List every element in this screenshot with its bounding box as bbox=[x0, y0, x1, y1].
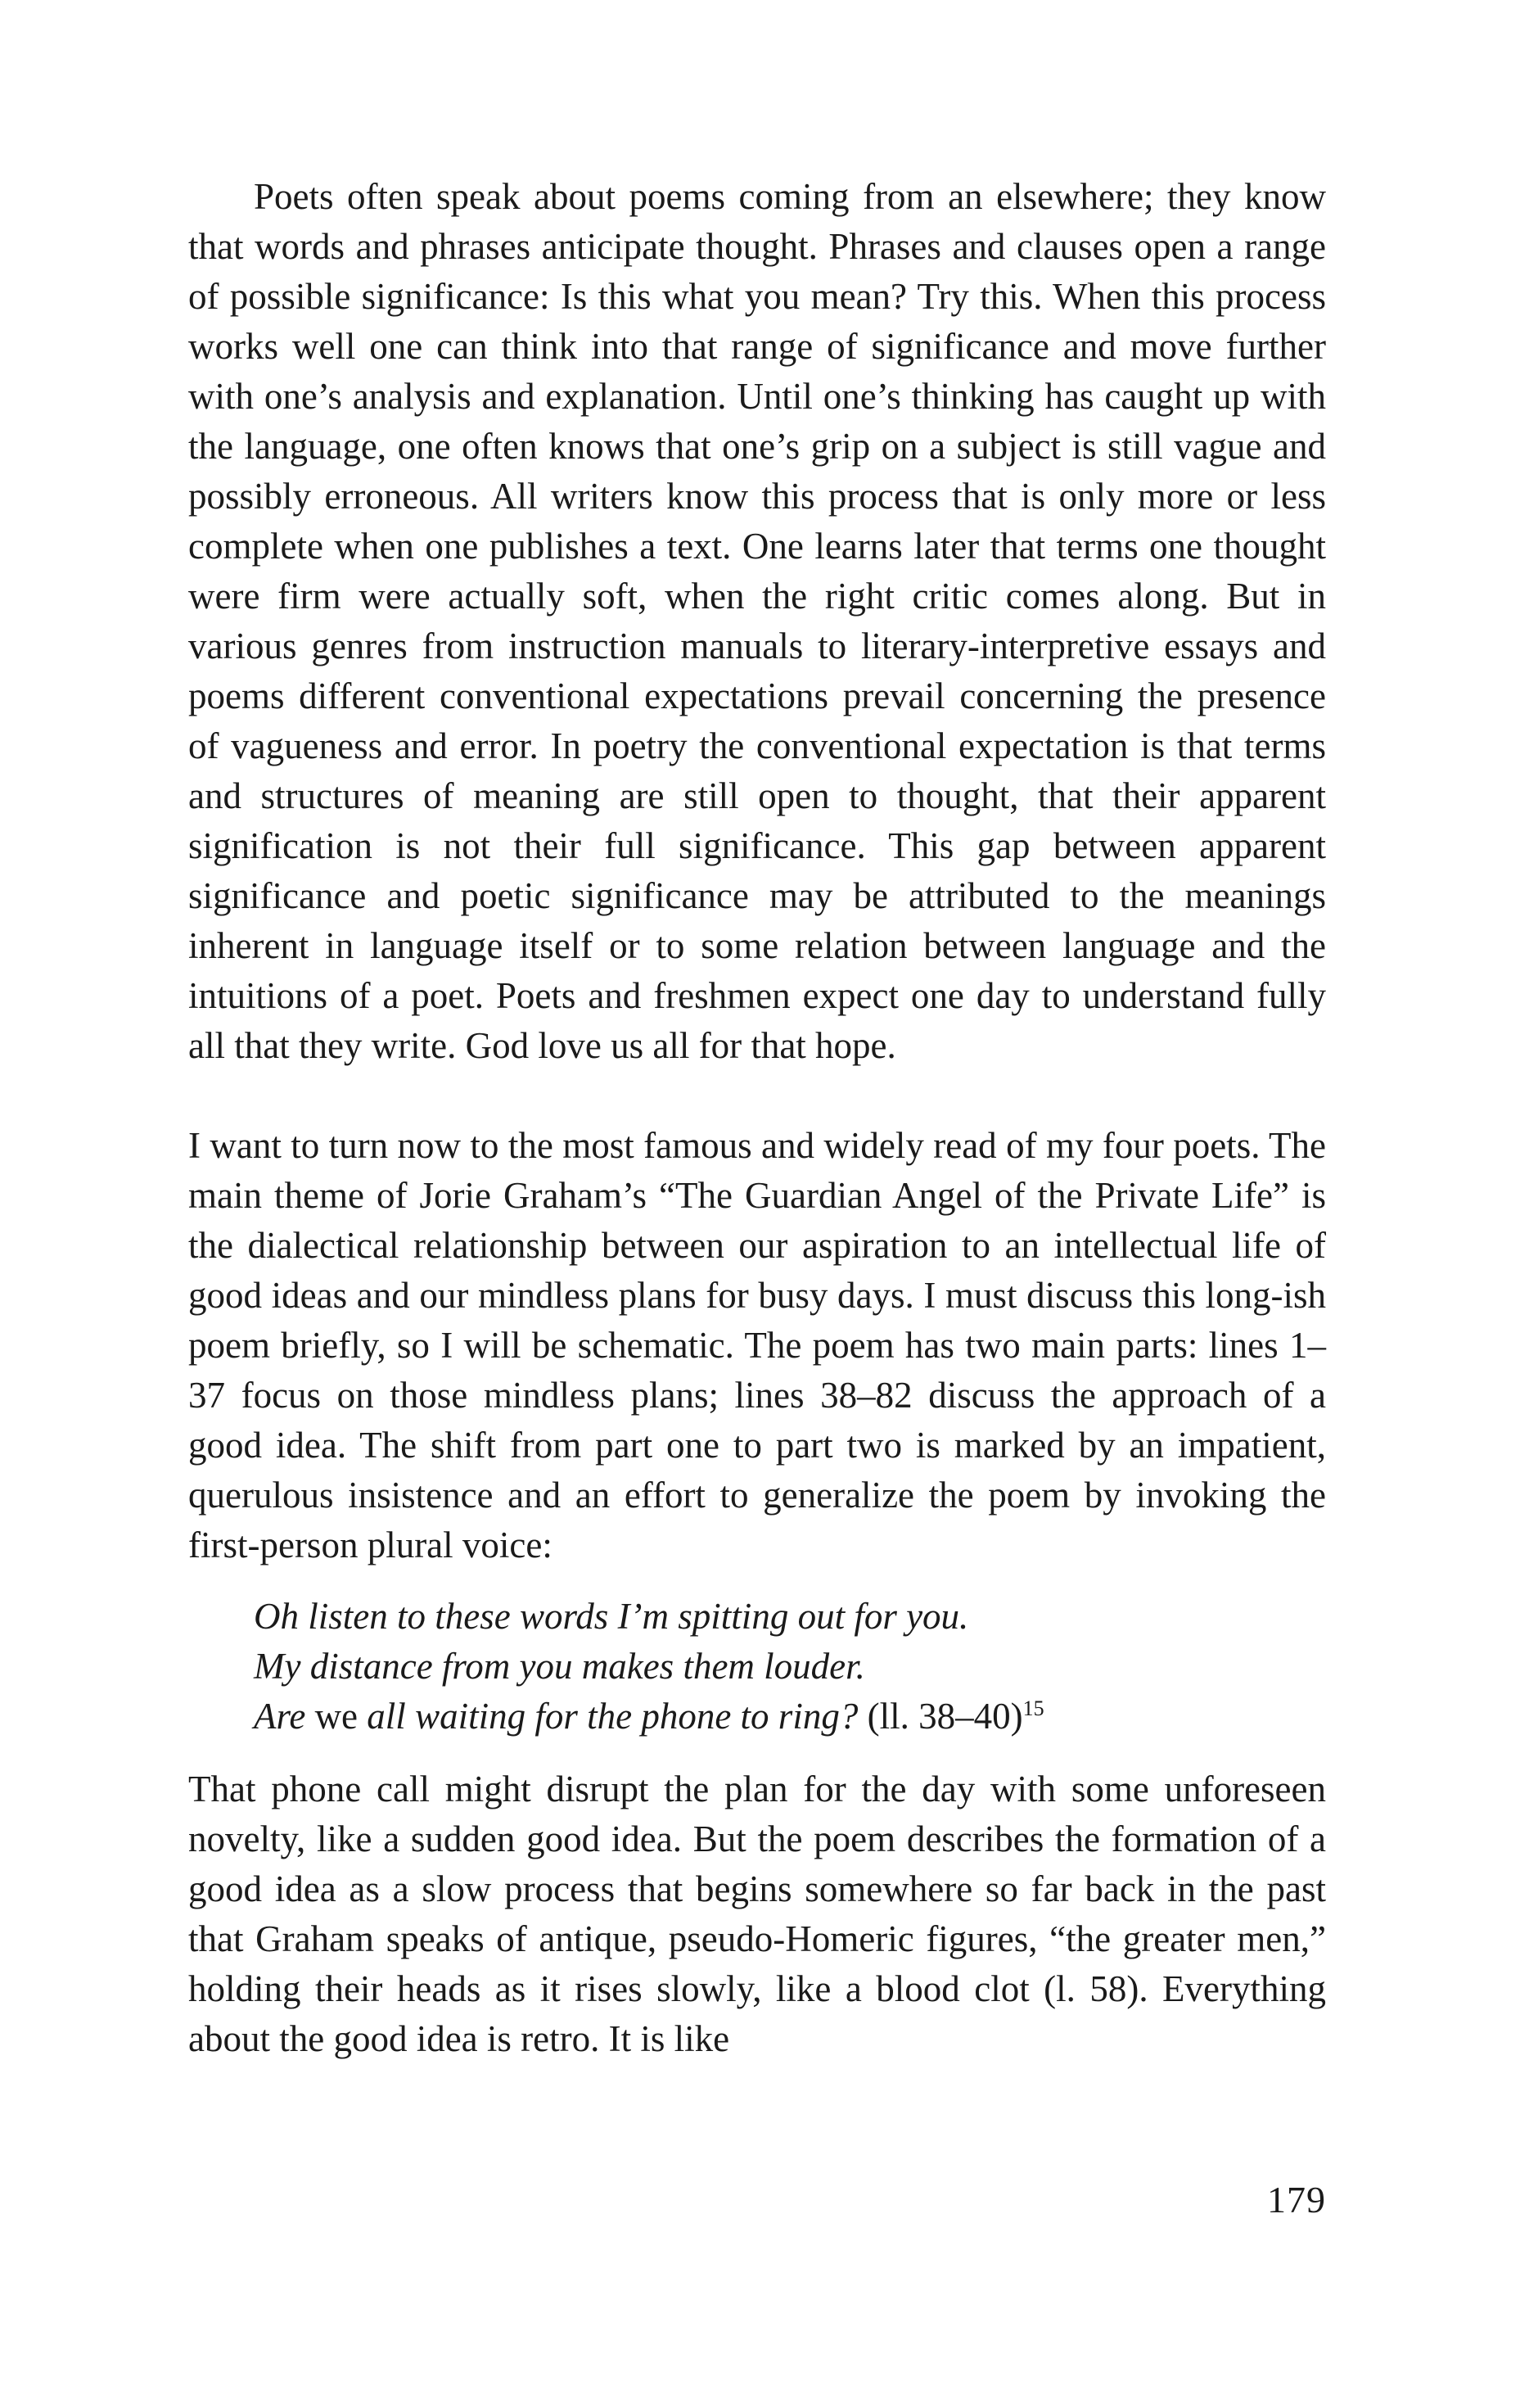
quote-line-2: My distance from you makes them louder. bbox=[254, 1646, 865, 1687]
quote-line-1: Oh listen to these words I’m spitting out for you. bbox=[254, 1596, 969, 1637]
paragraph-poets: Poets often speak about poems coming from an elsewhere; they know that words and phrases anticipate thought. Phrases and clauses open a range of possible significance: Is this what you mean? Try this. When this process works well one can think into that range of significance and move further with one’s analysis and explanation. Until one’s thinking has caught up with the language, one often knows that one’s grip on a subject is still vague and possibly erroneous. All writers know this process that is only more or less complete when one publishes a text. One learns later that terms one thought were firm were actually soft, when the right critic comes along. But in various genres from instruction manuals to literary-interpretive essays and poems different conventional expectations prevail concerning the presence of vagueness and error. In poetry the conventional expectation is that terms and structures of meaning are still open to thought, that their apparent signification is not their full significance. This gap between apparent significance and poetic significance may be attributed to the meanings inherent in language itself or to some relation between language and the intuitions of a poet. Poets and freshmen expect one day to understand fully all that they write. God love us all for that hope. bbox=[188, 176, 1326, 1066]
quote-line-3: Are we all waiting for the phone to ring? (ll. 38–40)$^{15}$ bbox=[254, 1696, 1044, 1737]
footnote-marker: 15 bbox=[1022, 1696, 1044, 1720]
paragraph-graham-intro: I want to turn now to the most famous and widely read of my four poets. The main theme of Jorie Graham’s “The Guardian Angel of the Private Life” is the dialectical relationship between our aspiration to an intellectual life of good ideas and our mindless plans for busy days. I must discuss this long-ish poem briefly, so I will be schematic. The poem has two main parts: lines 1–37 focus on those mindless plans; lines 38–82 discuss the approach of a good idea. The shift from part one to part two is marked by an impatient, querulous insistence and an effort to generalize the poem by invoking the first-person plural voice: bbox=[188, 1125, 1326, 1565]
line-citation: (ll. 38–40) bbox=[858, 1696, 1023, 1737]
page-body bbox=[188, 172, 1326, 2064]
poem-quotation bbox=[254, 1592, 1326, 1742]
page-number: 179 bbox=[1267, 2179, 1326, 2221]
paragraph-phone-call: That phone call might disrupt the plan for the day with some unforeseen novelty, like a sudden good idea. But the poem describes the formation of a good idea as a slow process that begins somewhere so far back in the past that Graham speaks of antique, pseudo-Homeric figures, “the greater men,” holding their heads as it rises slowly, like a blood clot (l. 58). Everything about the good idea is retro. It is like bbox=[188, 1769, 1326, 2059]
